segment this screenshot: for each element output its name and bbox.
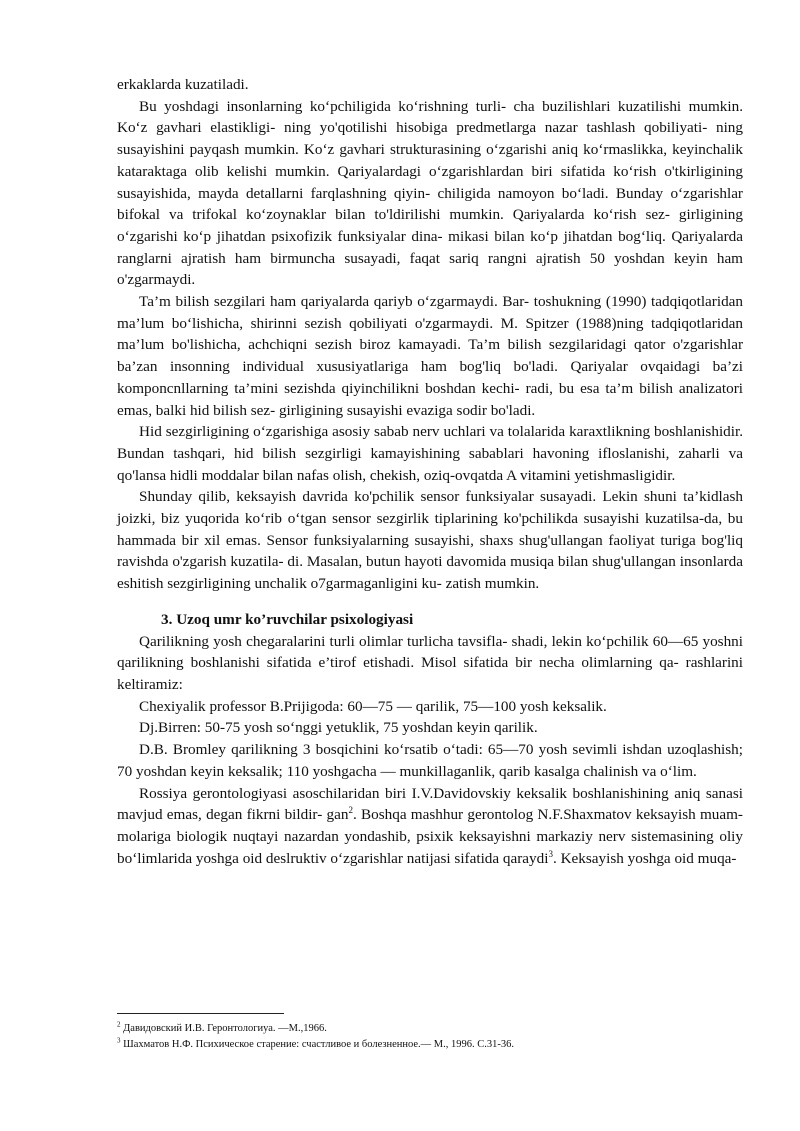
paragraph-age-boundaries: Qarilikning yosh chegaralarini turli olimlar turlicha tavsifla- shadi, lekin ko‘pchilik 60—65 yoshni qarilikning boshlanishi sifatida e’tirof etishadi. Misol sifatida bir necha olimlarning qa- rashlarini keltiramiz: — [117, 632, 743, 693]
paragraph-continuation: erkaklarda kuzatiladi. — [117, 76, 249, 93]
paragraph-text-part: Rossiya gerontologiyasi asoschilaridan biri I.V.Davidovskiy keksalik boshlanishining aniq sanasi mavjud emas, degan fikrni bildir- gan — [117, 784, 743, 824]
paragraph-text-part: . Boshqa mashhur gerontolog N.F.Shaxmatov keksayish muam- molariga biologik nuqtayi nazardan yondashib, psixik keksayishni markaziy nerv sistemasining oliy bo‘limlarida yoshga oid deslruktiv o‘zgarishlar natijasi sifatida qaraydi — [117, 806, 743, 867]
footnote-item — [117, 1021, 743, 1037]
paragraph-prijigoda: Chexiyalik professor B.Prijigoda: 60—75 — qarilik, 75—100 yosh keksalik. — [139, 697, 607, 715]
footnote-reference[interactable]: 2 — [348, 805, 353, 816]
document-page — [117, 74, 743, 869]
paragraph-sensor-functions: Shunday qilib, keksayish davrida ko'pchilik sensor funksiyalar susayadi. Lekin shuni ta’kidlash joizki, biz yuqorida ko‘rib o‘tgan sensor sezgirlik tiplarining ko'pchilikda susayishi kuzatilsa-da, bu hammada bir xil emas. Sensor funksiyalarning susayishi, shaxs shug'ullangan faoliyat turiga bog'liq ravishda o'zgarish kuzatila- di. Masalan, butun hayoti davomida musiqa bilan shug'ullangan insonlarda eshitish sezgirligining unchalik o7garmaganligini ku- zatish mumkin. — [117, 488, 743, 593]
footnote-mark: 2 — [117, 1020, 121, 1029]
paragraph-bromley: D.B. Bromley qarilikning 3 bosqichini ko‘rsatib o‘tadi: 65—70 yosh sevimli ishdan uzoqlashish; 70 yoshdan keyin keksalik; 110 yoshgacha — munkillaganlik, qarib kasalga chalinish va o‘lim. — [117, 741, 743, 780]
paragraph-smell-sensitivity: Hid sezgirligining o‘zgarishiga asosiy sabab nerv uchlari va tolalarida karaxtlikning boshlanishidir. Bundan tashqari, hid bilish sezgirligi kamayishining sabablari havoning ifloslanishi, zaharli va qo'lansa hidli moddalar bilan nafas olish, chekish, oziq-ovqatda A vitamini yetishmasligidir. — [117, 423, 743, 484]
paragraph-birren: Dj.Birren: 50-75 yosh so‘nggi yetuklik, 75 yoshdan keyin qarilik. — [139, 719, 538, 737]
footnote-divider — [117, 1013, 284, 1014]
footnote-reference[interactable]: 3 — [548, 848, 553, 859]
paragraph-taste-sensitivity: Ta’m bilish sezgilari ham qariyalarda qariyb o‘zgarmaydi. Bar- toshukning (1990) tadqiqotlaridan ma’lum bo‘lishicha, shirinni sezish qobiliyati o'zgarmaydi. M. Spitzer (1988)ning tadqiqotlaridan ma’lum bo'lishicha, achchiqni sezish biroz kamayadi. Ta’m bilish sezgilaridagi qator o'zgarishlar ba’zan insonning individual xususiyatlariga ham bog'liq bo'ladi. Qariyalar ovqaidagi ba’zi komponcnllarning ta’mini sezishda qiyinchilikni boshdan kechi- radi, bu esa ta’m bilish analizatori emas, balki hid bilish sez- girligining susayishi evaziga sodir bo'ladi. — [117, 293, 743, 419]
section-heading: 3. Uzoq umr ko’ruvchilar psixologiyasi — [161, 610, 414, 628]
paragraph-vision-changes: Bu yoshdagi insonlarning ko‘pchiligida ko‘rishning turli- cha buzilishlari kuzatilishi mumkin. Ko‘z gavhari elastikligi- ning yo'qotilishi hisobiga predmetlarga nazar tashlash qobiliyati- ning susayishini payqash mumkin. Ko‘z gavhari strukturasining o‘zgarishi aniq ko‘rmaslikka, keyinchalik kataraktaga olib kelishi mumkin. Qariyalardagi o‘zgarishlardan biri sifatida ko‘rish o'tkirligining susayishida, mayda detallarni farqlashning qiyin- chiligida namoyon bo‘ladi. Bunday o‘zgarishlar bifokal va trifokal ko‘zoynaklar bilan to'ldirilishi mumkin. Qariyalarda ko‘rish sez- girligining o‘zgarishi ko‘p jihatdan psixofizik funksiyalar dina- mikasi bilan ko‘p jihatdan bog‘liq. Qariyalarda ranglarni ajratish ham birmuncha susayadi, faqat sariq rangni ajratish 50 yoshdan keyin ham o'zgarmaydi. — [117, 97, 743, 289]
footnote-text: Давидовский И.В. Геронтологиуа. —М.,1966. — [120, 1023, 327, 1034]
paragraph-davidovskiy — [117, 783, 743, 870]
footnotes — [117, 1021, 743, 1052]
footnote-mark: 3 — [117, 1036, 121, 1044]
footnote-item — [117, 1037, 743, 1053]
footnote-text: Шахматов Н.Ф. Психическое старение: счастливое и болезненное.— М., 1996. С.31-36. — [120, 1038, 515, 1050]
paragraph-text-part: . Keksayish yoshga oid muqa- — [552, 849, 737, 867]
